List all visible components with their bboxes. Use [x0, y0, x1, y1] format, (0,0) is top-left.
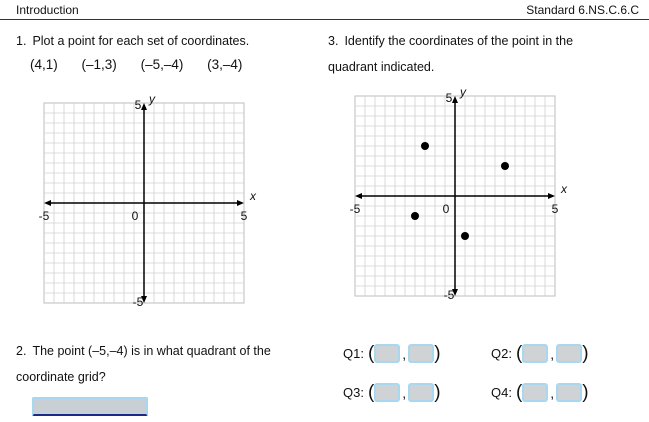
plotted-point: [411, 212, 419, 220]
plotted-point: [461, 232, 469, 240]
x-max-label: 5: [551, 202, 559, 216]
q3-x-input[interactable]: [374, 383, 400, 402]
q2-label: Q2:: [491, 346, 512, 361]
coordinate-item: (4,1): [30, 57, 58, 72]
question-2-text-line1: The point (–5,–4) is in what quadrant of the: [32, 344, 271, 358]
x-axis-label: x: [250, 189, 256, 203]
y-max-label: 5: [445, 91, 453, 105]
plotted-point: [501, 162, 509, 170]
question-3-number: 3.: [328, 34, 339, 48]
section-title: Introduction: [16, 3, 79, 17]
q2-y-input[interactable]: [556, 344, 582, 363]
y-max-label: 5: [134, 98, 142, 112]
q2-answer-row: Q2: ( , ): [491, 343, 589, 364]
standard-label: Standard 6.NS.C.6.C: [526, 3, 639, 17]
q4-x-input[interactable]: [522, 383, 548, 402]
coordinate-item: (3,–4): [207, 57, 243, 72]
x-min-label: -5: [349, 202, 361, 216]
y-min-label: -5: [443, 288, 455, 302]
q4-label: Q4:: [491, 385, 512, 400]
q1-x-input[interactable]: [374, 344, 400, 363]
question-2-text-line2: coordinate grid?: [16, 370, 106, 384]
question-3-text-line1: Identify the coordinates of the point in the: [344, 34, 574, 48]
plotted-point: [421, 142, 429, 150]
coordinate-item: (–5,–4): [140, 57, 184, 72]
origin-label: 0: [442, 202, 450, 216]
q1-answer-row: Q1: ( , ): [343, 343, 441, 364]
coordinate-item: (–1,3): [81, 57, 117, 72]
q1-y-input[interactable]: [408, 344, 434, 363]
q4-y-input[interactable]: [556, 383, 582, 402]
question-3-text-line2: quadrant indicated.: [328, 60, 435, 74]
y-axis-label: y: [460, 85, 466, 99]
origin-label: 0: [131, 209, 139, 223]
x-max-label: 5: [240, 209, 248, 223]
q4-answer-row: Q4: ( , ): [491, 382, 589, 403]
y-axis-label: y: [149, 92, 155, 106]
question-2-number: 2.: [16, 344, 27, 358]
x-min-label: -5: [38, 209, 50, 223]
question-1-text: Plot a point for each set of coordinates.: [32, 34, 250, 48]
x-axis-label: x: [561, 182, 567, 196]
quadrant-answer-input[interactable]: [32, 397, 148, 416]
q2-x-input[interactable]: [522, 344, 548, 363]
q3-label: Q3:: [343, 385, 364, 400]
q3-y-input[interactable]: [408, 383, 434, 402]
y-min-label: -5: [132, 295, 144, 309]
question-2: [16, 338, 306, 390]
question-1-number: 1.: [16, 34, 27, 48]
q3-answer-row: Q3: ( , ): [343, 382, 441, 403]
q1-label: Q1:: [343, 346, 364, 361]
